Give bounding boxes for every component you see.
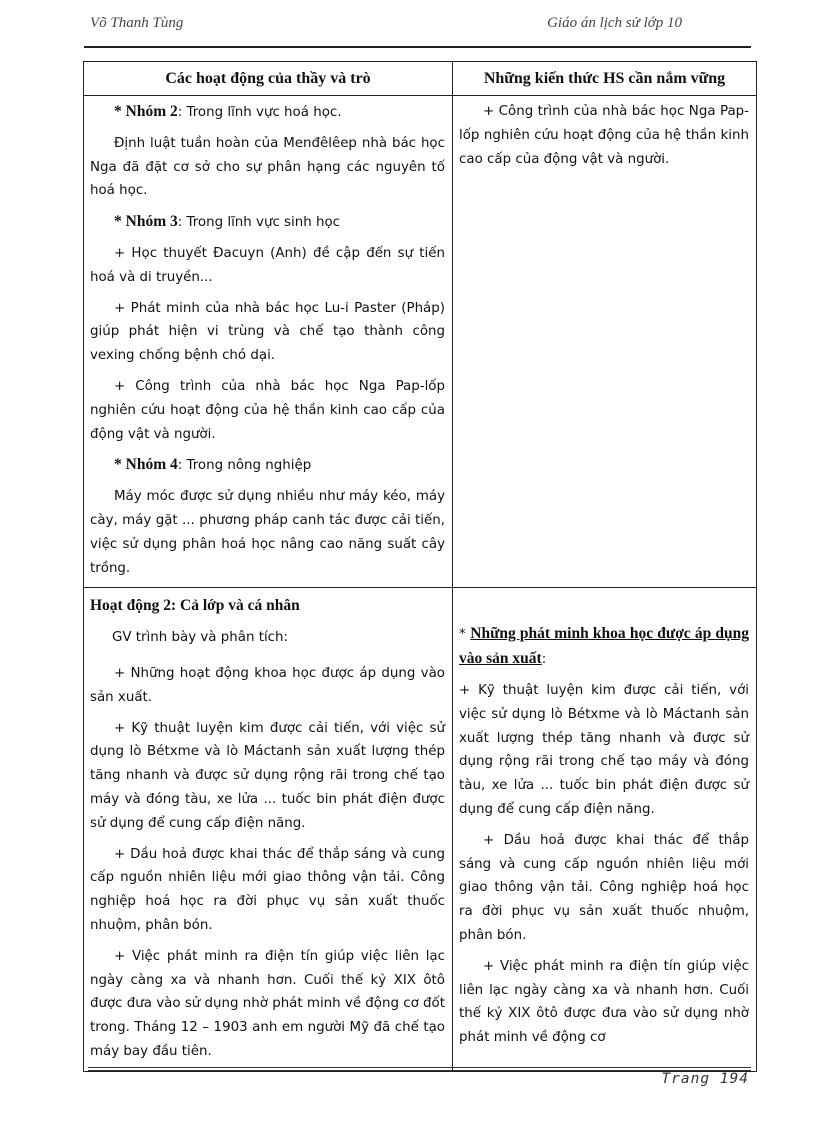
row1-left-cell	[84, 96, 453, 588]
gv-intro: GV trình bày và phân tích:	[112, 630, 289, 646]
lesson-table	[83, 61, 757, 1072]
inventions-heading: * Những phát minh khoa học được áp dụng vào sản xuất:	[459, 625, 750, 668]
row2-right-cell	[453, 588, 757, 1071]
page-header	[84, 15, 750, 39]
row1-right-cell	[453, 96, 757, 588]
footer-divider-secondary	[88, 1070, 751, 1071]
metallurgy-paragraph: + Kỹ thuật luyện kim được cải tiến, với việc sử dụng lò Bétxme và lò Máctanh sản xuất lượng thép tăng nhanh và được sử dụng rộng rãi trong chế tạo máy và đóng tàu, xe lửa ... tuốc bin phát điện được sử dụng để cung cấp điện năng.	[90, 720, 445, 831]
pavlov-summary-paragraph: + Công trình của nhà bác học Nga Pap-lốp nghiên cứu hoạt động của hệ thần kinh cao cấp của động vật và người.	[459, 104, 749, 167]
col-header-activities: Các hoạt động của thầy và trò	[84, 62, 453, 96]
footer-divider	[88, 1067, 751, 1068]
header-title: Giáo án lịch sử lớp 10	[547, 15, 682, 31]
metallurgy-summary: + Kỹ thuật luyện kim được cải tiến, với việc sử dụng lò Bétxme và lò Máctanh sản xuất lượng thép tăng nhanh và được sử dụng rộng rãi trong chế tạo máy và đóng tàu, xe lửa ... tuốc bin phát điện được sử dụng để cung cấp điện năng.	[459, 682, 749, 817]
pasteur-paragraph: + Phát minh của nhà bác học Lu-i Paster (Pháp) giúp phát hiện vi trùng và chế tạo thành công vexing chống bệnh chó dại.	[90, 300, 445, 364]
group3-text: : Trong lĩnh vực sinh học	[177, 215, 341, 231]
table-header-row	[84, 62, 757, 96]
agriculture-paragraph: Máy móc được sử dụng nhiều như máy kéo, máy cày, máy gặt ... phương pháp canh tác được cải tiến, việc sử dụng phân hoá học nâng cao năng suất cây trồng.	[90, 489, 445, 576]
group3-label: * Nhóm 3	[114, 213, 178, 231]
group4-line	[90, 453, 445, 478]
table-row	[84, 96, 757, 588]
header-author: Võ Thanh Tùng	[90, 15, 184, 31]
applied-paragraph: + Những hoạt động khoa học được áp dụng vào sản xuất.	[90, 665, 445, 705]
oil-paragraph: + Dầu hoả được khai thác để thắp sáng và cung cấp nguồn nhiên liệu mới giao thông vận tải. Công nghiệp hoá học ra đời phục vụ sản xuất thuốc nhuộm, phân bón.	[90, 846, 445, 933]
pavlov-paragraph: + Công trình của nhà bác học Nga Pap-lốp nghiên cứu hoạt động của hệ thần kinh cao cấp của động vật và người.	[90, 378, 445, 442]
darwin-paragraph: + Học thuyết Đacuyn (Anh) đề cập đến sự tiến hoá và di truyền...	[90, 245, 445, 285]
activity2-heading: Hoạt động 2: Cả lớp và cá nhân	[90, 597, 300, 615]
telegraph-paragraph: + Việc phát minh ra điện tín giúp việc liên lạc ngày càng xa và nhanh hơn. Cuối thế kỷ XIX ôtô được đưa vào sử dụng nhờ phát minh về động cơ đốt trong. Tháng 12 – 1903 anh em người Mỹ đã chế tạo máy bay đầu tiên.	[90, 948, 446, 1059]
group3-line	[90, 210, 445, 235]
col-header-knowledge: Những kiến thức HS cần nắm vững	[453, 62, 757, 96]
table-row	[84, 588, 757, 1071]
inventions-heading-text: Những phát minh khoa học được áp dụng vào sản xuất	[459, 625, 750, 668]
group2-label: * Nhóm 2	[114, 103, 178, 120]
oil-summary: + Dầu hoả được khai thác để thắp sáng và cung cấp nguồn nhiên liệu mới giao thông vận tải. Công nghiệp hoá học ra đời phục vụ sản xuất thuốc nhuộm, phân bón.	[459, 832, 749, 943]
group2-text: : Trong lĩnh vực hoá học.	[177, 105, 342, 120]
mendeleev-paragraph: Định luật tuần hoàn của Menđêlêep nhà bác học Nga đã đặt cơ sở cho sự phân hạng các nguyên tố hoá học.	[90, 135, 445, 199]
telegraph-summary: + Việc phát minh ra điện tín giúp việc liên lạc ngày càng xa và nhanh hơn. Cuối thế kỷ XIX ôtô được đưa vào sử dụng nhờ phát minh về động cơ	[459, 958, 749, 1046]
group2-line	[90, 100, 445, 125]
page-number: Trang 194	[661, 1071, 749, 1087]
group4-label: * Nhóm 4	[114, 456, 178, 474]
row2-left-cell	[84, 588, 453, 1071]
group4-text: : Trong nông nghiệp	[177, 458, 312, 474]
header-divider	[84, 46, 751, 48]
